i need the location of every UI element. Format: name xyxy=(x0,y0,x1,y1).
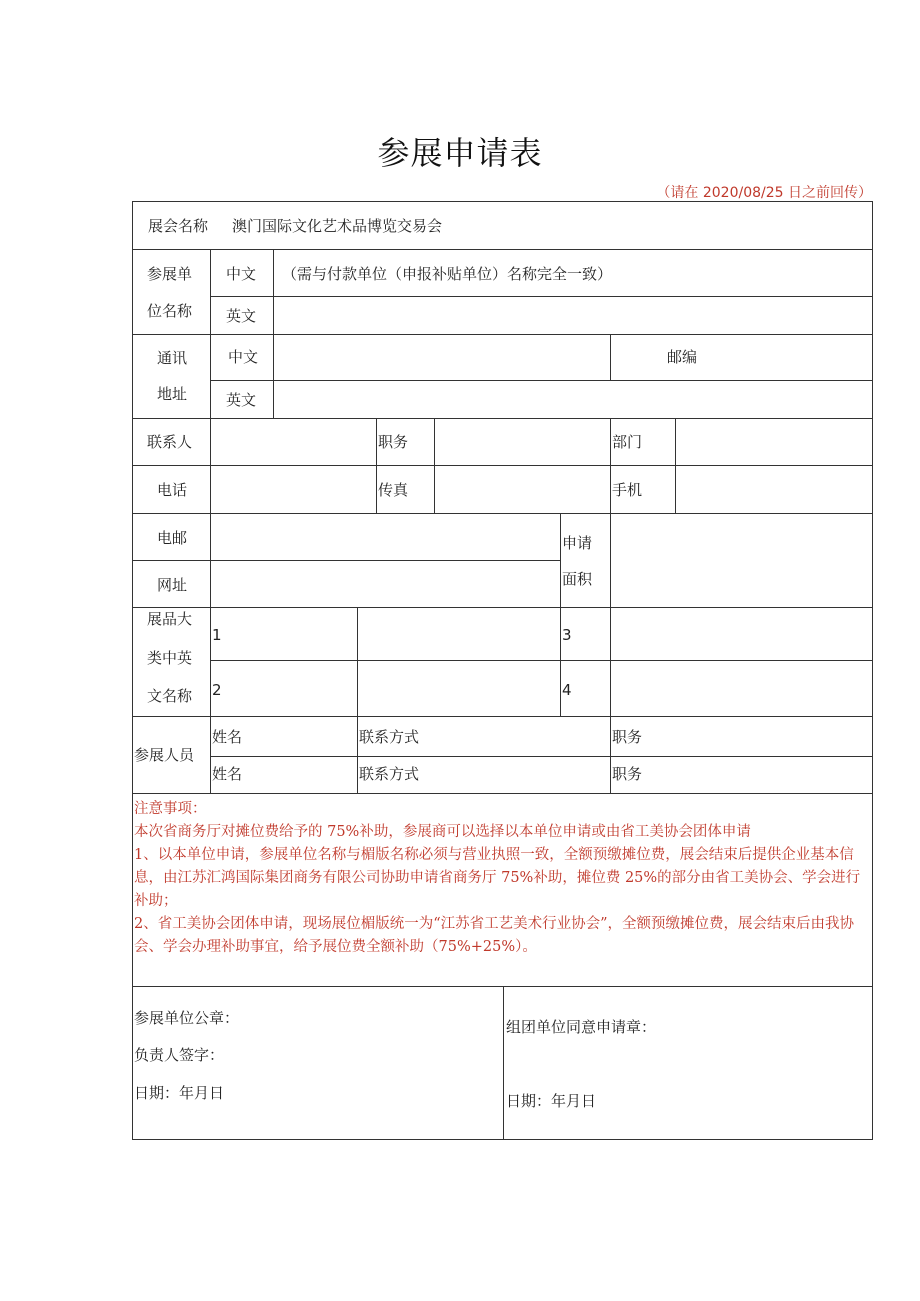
category-number: 2 xyxy=(212,681,222,699)
col-divider xyxy=(610,716,611,793)
address-cn-field[interactable] xyxy=(274,335,609,380)
row-divider xyxy=(132,249,873,250)
postcode-label: 邮编 xyxy=(667,348,698,366)
category-label: 展品大 xyxy=(147,610,193,628)
row-divider xyxy=(132,560,560,561)
fax-label: 传真 xyxy=(378,481,409,499)
seal-label: 参展单位公章： xyxy=(134,1009,240,1027)
col-divider xyxy=(610,513,611,716)
col-divider xyxy=(560,513,561,716)
col-divider xyxy=(434,418,435,513)
staff-position-label: 职务 xyxy=(612,765,643,783)
notes-item: 2、省工美协会团体申请，现场展位楣版统一为“江苏省工艺美术行业协会”，全额预缴摊位费，展会结束后由我协会、学会办理补助事宜，给予展位费全额补助（75%+25%）。 xyxy=(134,916,855,955)
department-label: 部门 xyxy=(612,433,643,451)
col-divider xyxy=(610,418,611,513)
col-divider xyxy=(610,334,611,380)
col-divider xyxy=(357,607,358,793)
website-label: 网址 xyxy=(157,576,188,594)
staff-position-label: 职务 xyxy=(612,728,643,746)
staff-contact-label: 联系方式 xyxy=(359,765,420,783)
notes-item: 1、以本单位申请，参展单位名称与楣版名称必须与营业执照一致，全额预缴摊位费，展会结束后提供企业基本信息，由江苏汇鸿国际集团商务有限公司协助申请省商务厅 75%补助，摊位费 25%的部分由省工美协会、学会进行补助； xyxy=(134,847,861,909)
exhibition-name: 澳门国际文化艺术品博览交易会 xyxy=(232,217,443,235)
row-divider xyxy=(132,607,873,608)
row-divider xyxy=(132,513,873,514)
row-divider xyxy=(132,465,873,466)
address-label: 通讯 xyxy=(157,349,188,367)
contact-person-label: 联系人 xyxy=(147,433,193,451)
row-divider xyxy=(132,793,873,794)
deadline-note: （请在 2020/08/25 日之前回传） xyxy=(656,185,872,201)
address-label: 地址 xyxy=(157,385,188,403)
unit-name-label: 位名称 xyxy=(147,302,193,320)
phone-label: 电话 xyxy=(157,481,188,499)
area-label: 申请 xyxy=(562,534,593,552)
col-divider xyxy=(210,249,211,418)
mobile-label: 手机 xyxy=(612,481,643,499)
notes-section xyxy=(134,798,874,959)
staff-name-label: 姓名 xyxy=(212,765,243,783)
row-divider xyxy=(132,716,873,717)
row-divider xyxy=(210,756,873,757)
position-label: 职务 xyxy=(378,433,409,451)
address-cn-label: 中文 xyxy=(228,348,259,366)
unit-name-cn-hint[interactable]: （需与付款单位（申报补贴单位）名称完全一致） xyxy=(282,265,613,283)
signer-label: 负责人签字： xyxy=(134,1046,225,1064)
unit-name-cn-label: 中文 xyxy=(226,265,257,283)
col-divider xyxy=(210,418,211,793)
category-label: 文名称 xyxy=(147,687,193,705)
col-divider xyxy=(675,418,676,513)
col-divider xyxy=(376,418,377,513)
date-left: 日期：年月日 xyxy=(134,1084,225,1102)
category-number: 4 xyxy=(562,681,572,699)
notes-heading: 注意事项： xyxy=(134,801,207,817)
area-label: 面积 xyxy=(562,570,593,588)
date-right: 日期：年月日 xyxy=(506,1092,597,1110)
unit-name-en-label: 英文 xyxy=(226,307,257,325)
unit-name-en-field[interactable] xyxy=(274,297,872,334)
address-en-label: 英文 xyxy=(226,391,257,409)
staff-contact-label: 联系方式 xyxy=(359,728,420,746)
staff-label: 参展人员 xyxy=(134,746,195,764)
col-divider xyxy=(503,986,504,1140)
group-seal-label: 组团单位同意申请章： xyxy=(506,1018,657,1036)
address-en-field[interactable] xyxy=(274,381,872,418)
notes-line: 本次省商务厅对摊位费给予的 75%补助，参展商可以选择以本单位申请或由省工美协会团体申请 xyxy=(134,824,751,840)
row-divider xyxy=(132,418,873,419)
page-title: 参展申请表 xyxy=(377,134,543,172)
row-divider xyxy=(210,660,873,661)
email-label: 电邮 xyxy=(157,529,188,547)
exhibition-label: 展会名称 xyxy=(148,217,209,235)
category-number: 3 xyxy=(562,626,572,644)
category-number: 1 xyxy=(212,626,222,644)
category-label: 类中英 xyxy=(147,649,193,667)
unit-name-label: 参展单 xyxy=(147,265,193,283)
staff-name-label: 姓名 xyxy=(212,728,243,746)
